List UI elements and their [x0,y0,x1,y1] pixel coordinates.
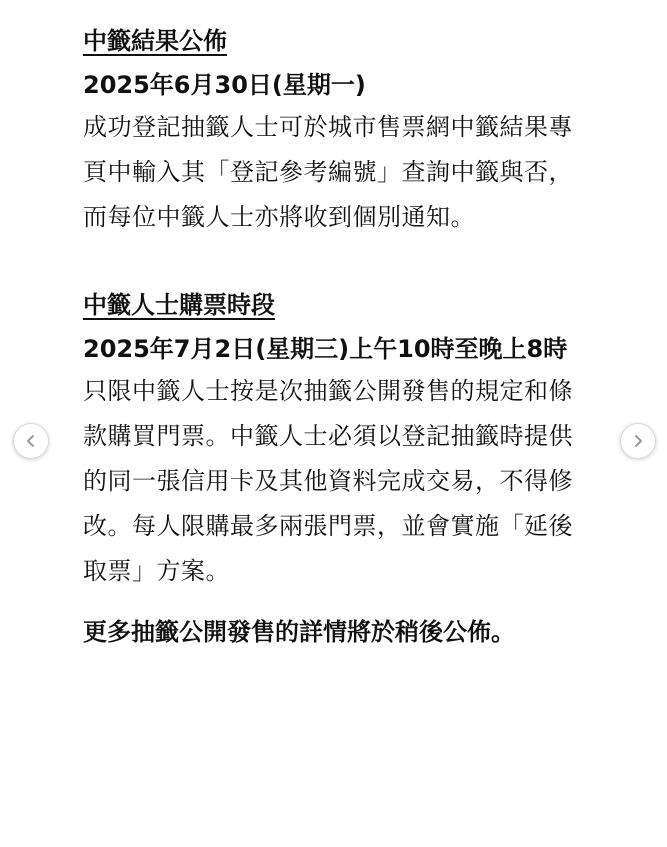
purchase-period-description: 只限中籤人士按是次抽籤公開發售的規定和條款購買門票。中籤人士必須以登記抽籤時提供的同一張信用卡及其他資料完成交易，不得修改。每人限購最多兩張門票，並會實施「延後取票」方案。 [83,377,573,585]
section-spacer [83,594,593,612]
chevron-left-icon [24,434,38,448]
draw-result-heading: 中籤結果公佈 [83,27,227,55]
more-details-note: 更多抽籤公開發售的詳情將於稍後公佈。 [83,618,515,646]
purchase-period-date: 2025年7月2日(星期三)上午10時至晚上8時 [83,335,568,363]
section-spacer [83,240,593,285]
purchase-period-heading: 中籤人士購票時段 [83,291,275,319]
post-content [83,21,593,652]
draw-result-date: 2025年6月30日(星期一) [83,71,366,99]
carousel-prev-button[interactable] [13,423,49,459]
carousel-next-button[interactable] [620,423,656,459]
draw-result-description: 成功登記抽籤人士可於城市售票網中籤結果專頁中輸入其「登記參考編號」查詢中籤與否，而每位中籤人士亦將收到個別通知。 [83,113,573,231]
chevron-right-icon [631,434,645,448]
